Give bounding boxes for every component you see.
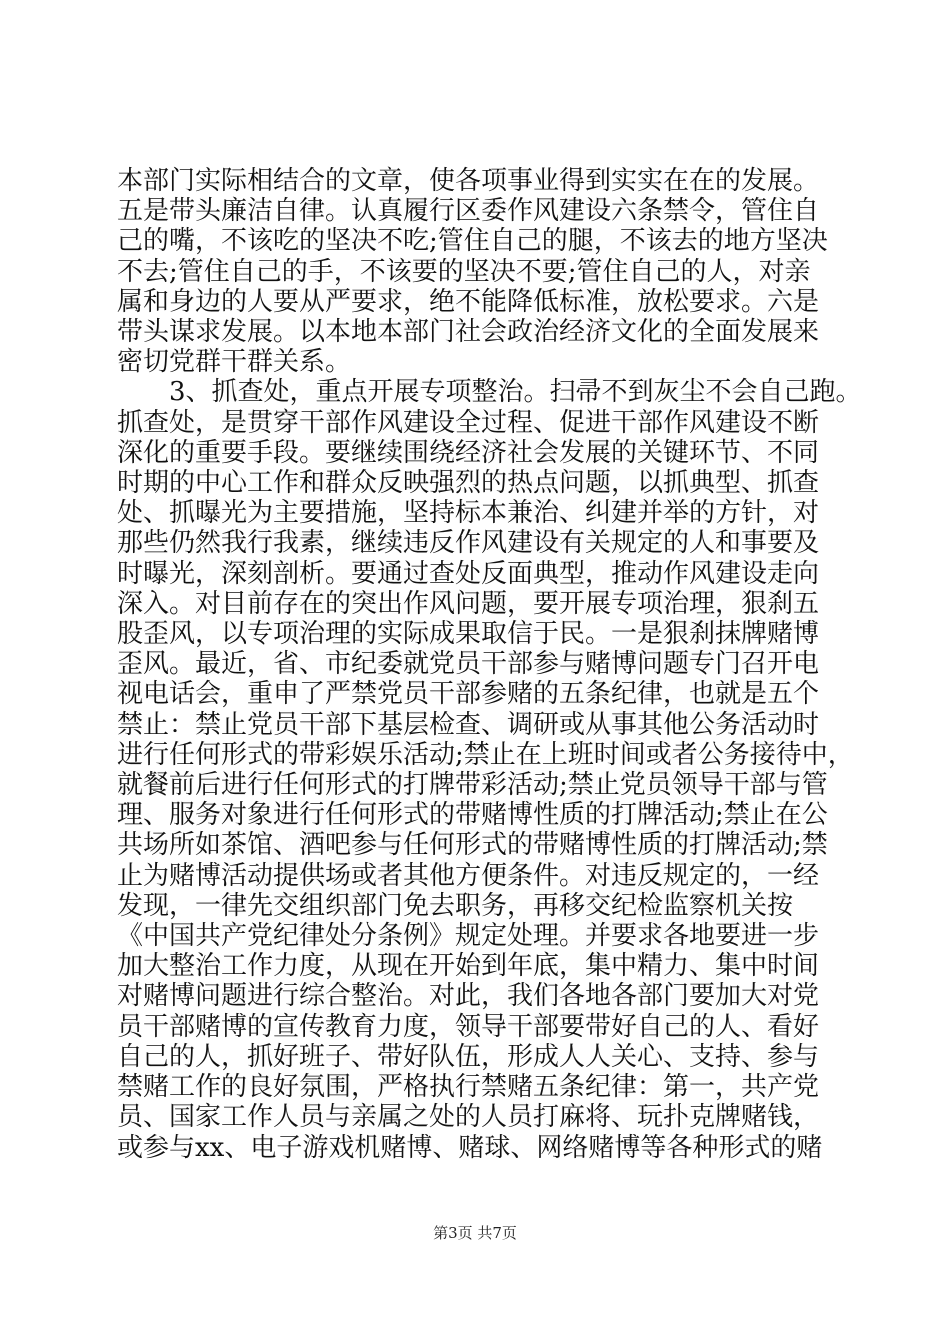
text-line: 进行任何形式的带彩娱乐活动;禁止在上班时间或者公务接待中， bbox=[117, 739, 854, 770]
text-line: 处、抓曝光为主要措施，坚持标本兼治、纠建并举的方针，对 bbox=[117, 498, 820, 529]
text-line: 发现，一律先交组织部门免去职务，再移交纪检监察机关按 bbox=[117, 890, 794, 921]
text-line: 视电话会，重申了严禁党员干部参赌的五条纪律，也就是五个 bbox=[117, 679, 820, 710]
text-line: 禁止：禁止党员干部下基层检查、调研或从事其他公务活动时 bbox=[117, 709, 820, 740]
text-line: 员、国家工作人员与亲属之处的人员打麻将、玩扑克牌赌钱， bbox=[117, 1102, 820, 1133]
text-line: 本部门实际相结合的文章，使各项事业得到实实在在的发展。 bbox=[117, 166, 820, 196]
text-line: 深化的重要手段。要继续围绕经济社会发展的关键环节、不同 bbox=[117, 437, 820, 468]
document-body bbox=[117, 166, 862, 1163]
text-line: 或参与xx、电子游戏机赌博、赌球、网络赌博等各种形式的赌 bbox=[117, 1132, 823, 1163]
text-line: 时曝光，深刻剖析。要通过查处反面典型，推动作风建设走向 bbox=[117, 558, 820, 589]
text-line: 加大整治工作力度，从现在开始到年底，集中精力、集中时间 bbox=[117, 951, 820, 982]
text-line: 股歪风，以专项治理的实际成果取信于民。一是狠刹抹牌赌博 bbox=[117, 619, 820, 650]
text-line: 不去;管住自己的手，不该要的坚决不要;管住自己的人，对亲 bbox=[117, 256, 811, 287]
text-line: 密切党群干群关系。 bbox=[117, 347, 352, 378]
text-line: 止为赌博活动提供场或者其他方便条件。对违反规定的，一经 bbox=[117, 860, 820, 891]
text-line: 就餐前后进行任何形式的打牌带彩活动;禁止党员领导干部与管 bbox=[117, 770, 828, 801]
text-line: 自己的人，抓好班子、带好队伍，形成人人关心、支持、参与 bbox=[117, 1041, 820, 1072]
text-line: 员干部赌博的宣传教育力度，领导干部要带好自己的人、看好 bbox=[117, 1011, 820, 1042]
text-line: 五是带头廉洁自律。认真履行区委作风建设六条禁令，管住自 bbox=[117, 196, 820, 227]
text-line: 共场所如茶馆、酒吧参与任何形式的带赌博性质的打牌活动;禁 bbox=[117, 830, 828, 861]
text-line: 歪风。最近，省、市纪委就党员干部参与赌博问题专门召开电 bbox=[117, 649, 820, 680]
page-number-footer: 第3页 共7页 bbox=[433, 1224, 517, 1242]
text-line: 时期的中心工作和群众反映强烈的热点问题，以抓典型、抓查 bbox=[117, 468, 820, 499]
text-line: 理、服务对象进行任何形式的带赌博性质的打牌活动;禁止在公 bbox=[117, 800, 828, 831]
text-line: 那些仍然我行我素，继续违反作风建设有关规定的人和事要及 bbox=[117, 528, 820, 559]
paragraph-start-line: 3、抓查处，重点开展专项整治。扫帚不到灰尘不会自己跑。 bbox=[169, 377, 862, 408]
text-line: 对赌博问题进行综合整治。对此，我们各地各部门要加大对党 bbox=[117, 981, 820, 1012]
text-line: 禁赌工作的良好氛围，严格执行禁赌五条纪律：第一，共产党 bbox=[117, 1072, 820, 1103]
text-line: 带头谋求发展。以本地本部门社会政治经济文化的全面发展来 bbox=[117, 317, 820, 348]
text-line: 《中国共产党纪律处分条例》规定处理。并要求各地要进一步 bbox=[117, 921, 820, 952]
text-line: 深入。对目前存在的突出作风问题，要开展专项治理，狠刹五 bbox=[117, 588, 820, 619]
text-line: 己的嘴，不该吃的坚决不吃;管住自己的腿，不该去的地方坚决 bbox=[117, 226, 828, 257]
text-line: 属和身边的人要从严要求，绝不能降低标准，放松要求。六是 bbox=[117, 286, 820, 317]
text-line: 抓查处，是贯穿干部作风建设全过程、促进干部作风建设不断 bbox=[117, 407, 820, 438]
